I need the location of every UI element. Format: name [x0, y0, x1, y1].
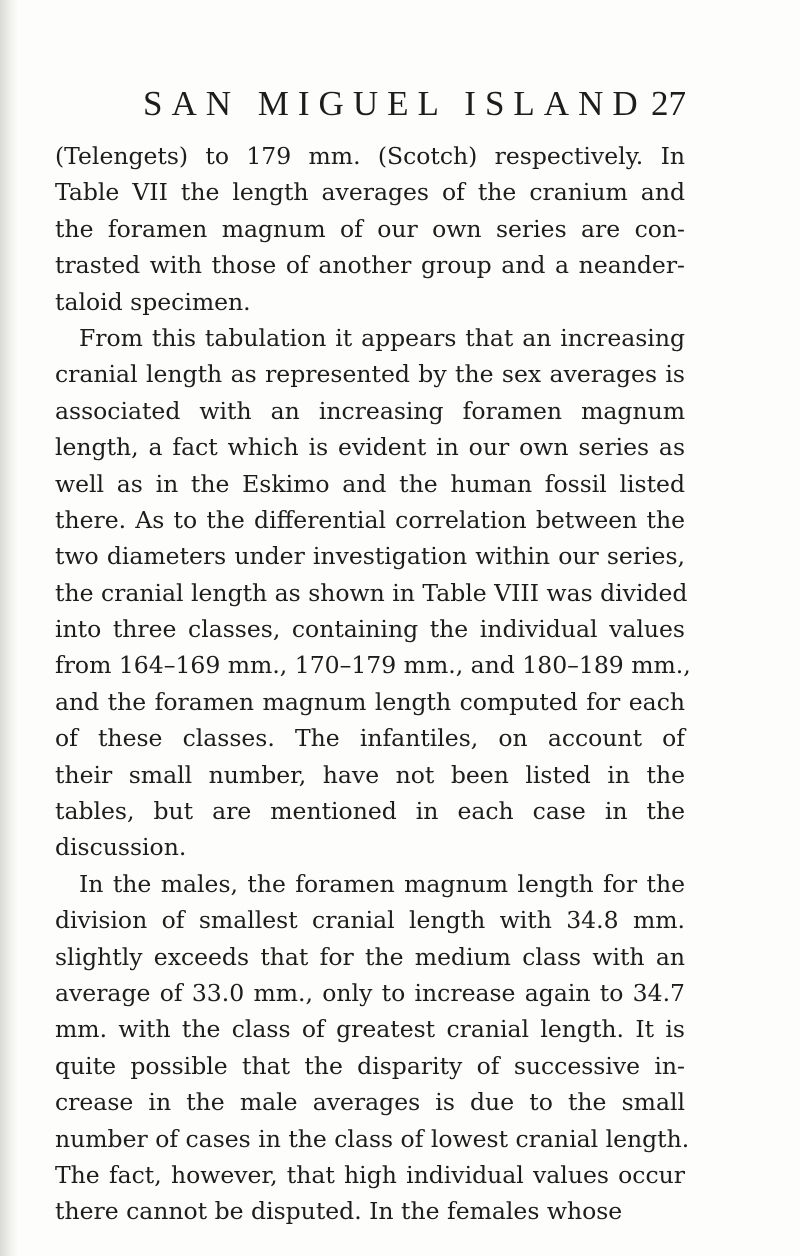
text-line: In the males, the foramen magnum length for the [79, 869, 685, 898]
page-number: 27 [651, 84, 686, 123]
binding-gutter-shadow [0, 0, 18, 1256]
text-line: Table VII the length averages of the cranium and [55, 178, 685, 207]
text-line: associated with an increasing foramen magnum [55, 396, 685, 425]
paragraph [55, 138, 685, 320]
text-line: and the foramen magnum length computed for each [55, 687, 685, 716]
text-line: length, a fact which is evident in our own series as [55, 433, 685, 462]
text-line: two diameters under investigation within our series, [55, 542, 685, 571]
text-line: into three classes, containing the individual values [55, 615, 685, 644]
text-line: number of cases in the class of lowest cranial length. [55, 1124, 690, 1153]
text-line: cranial length as represented by the sex averages is [55, 360, 685, 389]
text-line: crease in the male averages is due to the small [55, 1088, 685, 1117]
text-line: there. As to the differential correlation between the [55, 505, 685, 534]
running-head [0, 82, 800, 126]
text-line: division of smallest cranial length with 34.8 mm. [55, 906, 685, 935]
text-line: the foramen magnum of our own series are con- [55, 214, 685, 243]
text-line: average of 33.0 mm., only to increase again to 34.7 [55, 978, 685, 1007]
text-line: of these classes. The infantiles, on account of [55, 724, 685, 753]
text-line: quite possible that the disparity of successive in- [55, 1051, 685, 1080]
body-text [55, 138, 691, 1230]
text-line: tables, but are mentioned in each case in the [55, 797, 685, 826]
text-line: there cannot be disputed. In the females whose [55, 1197, 623, 1226]
text-line: slightly exceeds that for the medium class with an [55, 942, 685, 971]
text-line: discussion. [55, 833, 187, 862]
text-line: The fact, however, that high individual values occur [55, 1160, 685, 1189]
running-head-title: SAN MIGUEL ISLAND [143, 84, 647, 123]
paragraph [55, 320, 691, 866]
paragraph [55, 866, 690, 1230]
text-line: mm. with the class of greatest cranial length. It is [55, 1015, 685, 1044]
text-line: trasted with those of another group and a neander- [55, 251, 685, 280]
text-line: (Telengets) to 179 mm. (Scotch) respectively. In [55, 142, 685, 170]
text-line: the cranial length as shown in Table VIII was divided [55, 578, 688, 607]
text-line: taloid specimen. [55, 287, 251, 316]
text-line: From this tabulation it appears that an increasing [79, 323, 685, 352]
text-line: well as in the Eskimo and the human fossil listed [55, 469, 685, 498]
text-line: from 164–169 mm., 170–179 mm., and 180–189 mm., [55, 651, 691, 680]
text-line: their small number, have not been listed in the [55, 760, 685, 789]
